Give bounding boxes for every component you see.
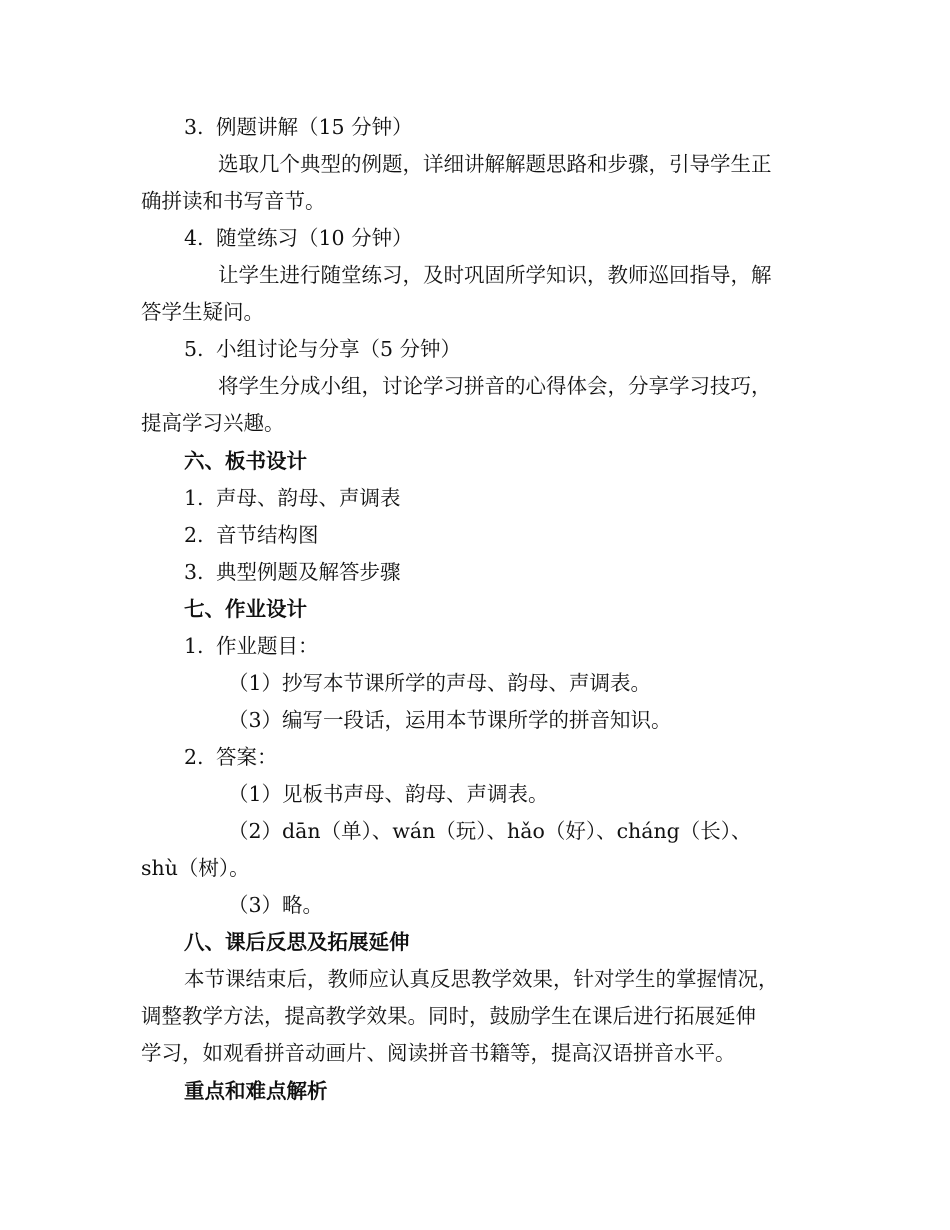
paragraph-line: 答学生疑问。 xyxy=(141,300,264,324)
item-number: 1. xyxy=(184,634,204,658)
list-item xyxy=(184,522,319,548)
paragraph-line: 提高学习兴趣。 xyxy=(141,411,285,435)
paragraph-line: 确拼读和书写音节。 xyxy=(141,189,326,213)
paragraph-line: 将学生分成小组，讨论学习拼音的心得体会，分享学习技巧， xyxy=(218,374,772,398)
sub-item-continuation: shù（树）。 xyxy=(141,856,250,880)
item-text: 声母、韵母、声调表 xyxy=(216,486,401,510)
list-item-4 xyxy=(184,225,413,251)
section-heading-key-points: 重点和难点解析 xyxy=(184,1079,328,1103)
item-title: 随堂练习（10 分钟） xyxy=(216,226,413,250)
item-title: 例题讲解（15 分钟） xyxy=(216,115,413,139)
list-item-5 xyxy=(184,336,461,362)
paragraph-line: 调整教学方法，提高教学效果。同时，鼓励学生在课后进行拓展延伸 xyxy=(141,1004,756,1028)
item-number: 4. xyxy=(184,226,204,250)
item-title: 小组讨论与分享（5 分钟） xyxy=(216,337,462,361)
item-title: 作业题目： xyxy=(216,634,319,658)
sub-item: （1）抄写本节课所学的声母、韵母、声调表。 xyxy=(228,671,652,695)
list-item-answers xyxy=(184,744,278,770)
item-number: 3. xyxy=(184,560,204,584)
list-item xyxy=(184,485,401,511)
item-text: 音节结构图 xyxy=(216,523,319,547)
section-heading-reflection: 八、课后反思及拓展延伸 xyxy=(184,930,410,954)
paragraph-line: 本节课结束后，教师应认真反思教学效果，针对学生的掌握情况， xyxy=(184,967,779,991)
item-number: 2. xyxy=(184,523,204,547)
item-title: 答案： xyxy=(216,745,278,769)
list-item-homework-questions xyxy=(184,633,319,659)
item-number: 1. xyxy=(184,486,204,510)
item-number: 5. xyxy=(184,337,204,361)
sub-item: （3）编写一段话，运用本节课所学的拼音知识。 xyxy=(228,708,672,732)
sub-item: （2）dān（单）、wán（玩）、hǎo（好）、cháng（长）、 xyxy=(228,819,752,843)
list-item-3 xyxy=(184,114,413,140)
section-heading-board-design: 六、板书设计 xyxy=(184,449,307,473)
list-item xyxy=(184,559,401,585)
item-number: 2. xyxy=(184,745,204,769)
paragraph-line: 选取几个典型的例题，详细讲解解题思路和步骤，引导学生正 xyxy=(218,152,772,176)
paragraph-line: 让学生进行随堂练习，及时巩固所学知识，教师巡回指导，解 xyxy=(218,263,772,287)
section-heading-homework: 七、作业设计 xyxy=(184,597,307,621)
paragraph-line: 学习，如观看拼音动画片、阅读拼音书籍等，提高汉语拼音水平。 xyxy=(141,1041,736,1065)
sub-item: （1）见板书声母、韵母、声调表。 xyxy=(228,782,549,806)
sub-item: （3）略。 xyxy=(228,893,324,917)
item-text: 典型例题及解答步骤 xyxy=(216,560,401,584)
item-number: 3. xyxy=(184,115,204,139)
